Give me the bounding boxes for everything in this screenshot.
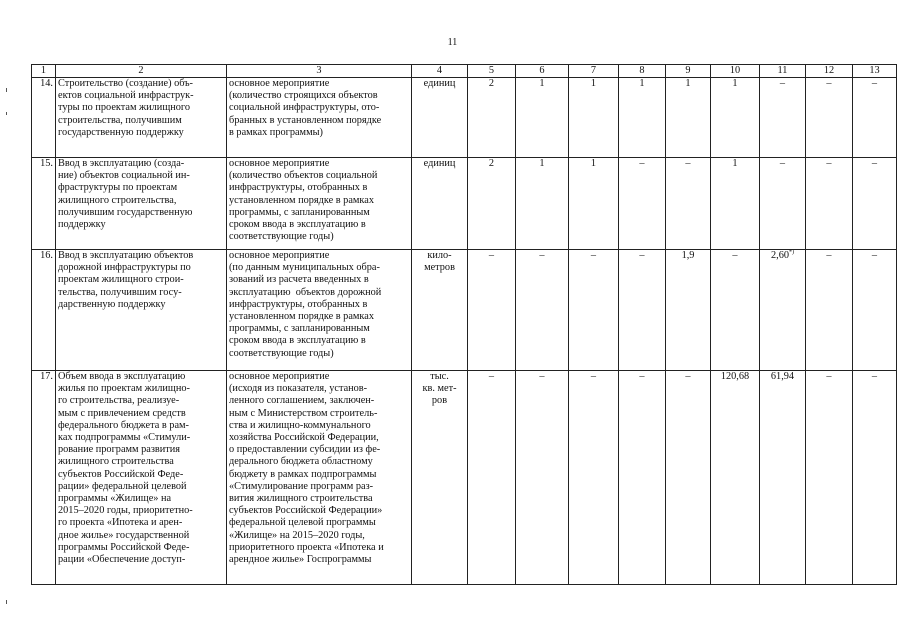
unit-cell: единиц	[412, 158, 468, 250]
table-row	[32, 78, 897, 158]
value-cell: –	[619, 250, 666, 371]
indicator-name: Строительство (создание) объ- ектов социальной инфраструк- туры по проектам жилищного строительства, получившим государственную поддержку	[56, 78, 227, 158]
value-cell: 120,68	[711, 371, 760, 585]
value-cell: –	[806, 371, 853, 585]
column-number: 5	[468, 65, 516, 78]
scan-mark	[6, 112, 7, 115]
indicator-type: основное мероприятие (количество строящихся объектов социальной инфраструктуры, ото- бранных в установленном порядке в рамках программы)	[227, 78, 412, 158]
indicator-name: Ввод в эксплуатацию (созда- ние) объектов социальной ин- фраструктуры по проектам жилищного строительства, получившим государственную поддержку	[56, 158, 227, 250]
value-cell: 1	[711, 78, 760, 158]
row-number: 16.	[32, 250, 56, 371]
column-number: 13	[853, 65, 897, 78]
value-cell: –	[569, 371, 619, 585]
table-row	[32, 371, 897, 585]
value-cell: –	[569, 250, 619, 371]
row-number: 17.	[32, 371, 56, 585]
column-number: 8	[619, 65, 666, 78]
column-number: 3	[227, 65, 412, 78]
column-number: 4	[412, 65, 468, 78]
value-cell: –	[760, 158, 806, 250]
value-cell: 61,94	[760, 371, 806, 585]
value-cell: 1	[711, 158, 760, 250]
indicator-type: основное мероприятие (по данным муниципальных обра- зований из расчета введенных в эксплуатацию объектов дорожной инфраструктуры, отобранных в установленном порядке в рамках программы, с запланированным сроком ввода в эксплуатацию в соответствующие годы)	[227, 250, 412, 371]
row-number: 14.	[32, 78, 56, 158]
column-number: 10	[711, 65, 760, 78]
value-cell: –	[806, 250, 853, 371]
column-number: 12	[806, 65, 853, 78]
page-number: 11	[447, 37, 458, 48]
footnote-mark: *)	[789, 249, 795, 256]
value-cell: 1	[516, 158, 569, 250]
scan-mark	[6, 600, 7, 604]
value-cell: –	[853, 78, 897, 158]
value-cell: 1	[516, 78, 569, 158]
indicator-name: Объем ввода в эксплуатацию жилья по проектам жилищно- го строительства, реализуе- мым с привлечением средств федерального бюджета в рам- ках подпрограммы «Стимули- рование программ развития жилищного строительства субъектов Российской Феде- рации» федеральной целевой программы «Жилище» на 2015–2020 годы, приоритетно- го проекта «Ипотека и арен- дное жилье» государственной программы Российской Феде- рации «Обеспечение доступ-	[56, 371, 227, 585]
column-number-row	[32, 65, 897, 78]
indicators-table	[31, 64, 897, 585]
value-cell: –	[853, 250, 897, 371]
value-cell: –	[853, 158, 897, 250]
value-cell: –	[516, 371, 569, 585]
value-cell: –	[619, 158, 666, 250]
value-cell: –	[516, 250, 569, 371]
column-number: 2	[56, 65, 227, 78]
value-cell	[760, 250, 806, 371]
value-cell: 1	[666, 78, 711, 158]
unit-cell: единиц	[412, 78, 468, 158]
value-cell: –	[468, 250, 516, 371]
value-cell: 2	[468, 78, 516, 158]
value-cell: –	[619, 371, 666, 585]
table-row	[32, 250, 897, 371]
indicator-name: Ввод в эксплуатацию объектов дорожной инфраструктуры по проектам жилищного строи- тельства, получившим госу- дарственную поддержку	[56, 250, 227, 371]
column-number: 7	[569, 65, 619, 78]
column-number: 6	[516, 65, 569, 78]
row-number: 15.	[32, 158, 56, 250]
value-cell: –	[666, 371, 711, 585]
indicator-type: основное мероприятие (исходя из показателя, установ- ленного соглашением, заключен- ным с Министерством строитель- ства и жилищно-коммунального хозяйства Российской Федерации, о предоставлении субсидии из фе- дерального бюджета областному бюджету в рамках подпрограммы «Стимулирование программ раз- вития жилищного строительства субъектов Российской Федерации» федеральной целевой программы «Жилище» на 2015–2020 годы, приоритетного проекта «Ипотека и арендное жилье» Госпрограммы	[227, 371, 412, 585]
value-cell: 1	[569, 158, 619, 250]
value-text: 2,60	[770, 250, 790, 261]
value-cell: –	[468, 371, 516, 585]
value-cell: –	[711, 250, 760, 371]
value-cell: –	[806, 158, 853, 250]
value-cell: –	[760, 78, 806, 158]
column-number: 11	[760, 65, 806, 78]
unit-cell: тыс. кв. мет- ров	[412, 371, 468, 585]
unit-cell: кило- метров	[412, 250, 468, 371]
value-cell: 1	[569, 78, 619, 158]
column-number: 1	[32, 65, 56, 78]
table-row	[32, 158, 897, 250]
value-cell: –	[853, 371, 897, 585]
scan-mark	[6, 88, 7, 92]
value-cell: 1	[619, 78, 666, 158]
value-cell: –	[806, 78, 853, 158]
value-cell: –	[666, 158, 711, 250]
value-cell: 1,9	[666, 250, 711, 371]
indicator-type: основное мероприятие (количество объектов социальной инфраструктуры, отобранных в установленном порядке в рамках программы, с запланированным сроком ввода в эксплуатацию в соответствующие годы)	[227, 158, 412, 250]
value-cell: 2	[468, 158, 516, 250]
column-number: 9	[666, 65, 711, 78]
